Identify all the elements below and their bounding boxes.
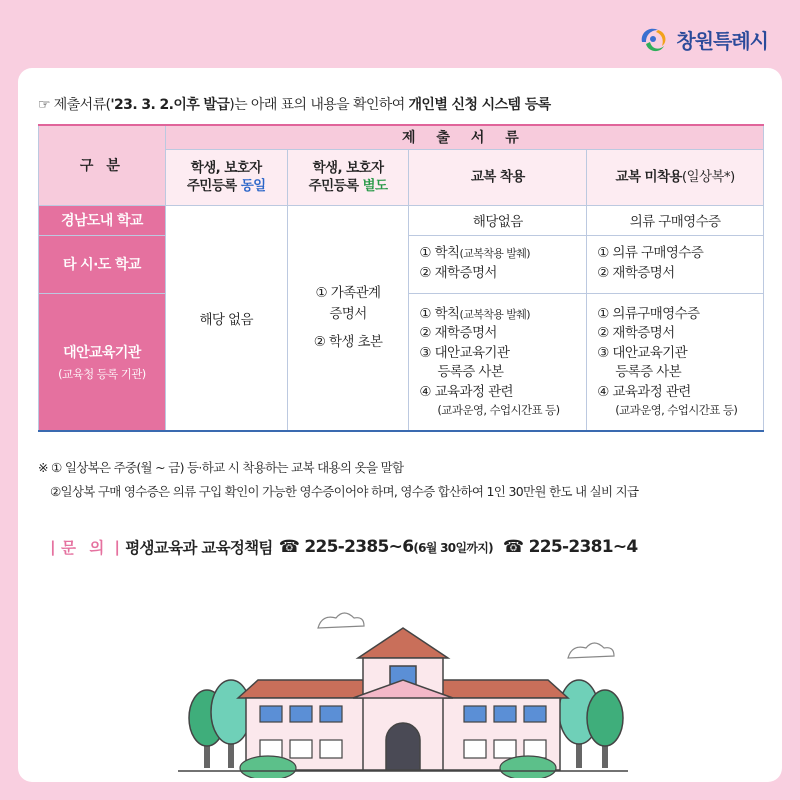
col-diff-address: [287, 149, 409, 205]
content-card: [18, 68, 782, 782]
contact-team: 평생교육과 교육정책팀: [125, 539, 273, 557]
r1-no-uniform: 의류 구매영수증: [587, 205, 764, 235]
gubun-header: 구 분: [39, 125, 166, 205]
brand-logo: [636, 22, 768, 56]
intro-emphasis: 개인별 신청 시스템 등록: [408, 97, 551, 113]
col1-value: 해당 없음: [165, 205, 287, 431]
col-uniform: 교복 착용: [409, 149, 587, 205]
note-2: ②일상복 구매 영수증은 의류 구입 확인이 가능한 영수증이어야 하며, 영수증 합산하여 1인 30만원 한도 내 실비 지급: [50, 483, 639, 499]
document-table: [38, 124, 764, 432]
r3c3-i3: ③ 대안교육기관: [419, 344, 510, 361]
r3c3-i2: ② 재학증명서: [419, 325, 497, 342]
submit-docs-header: 제 출 서 류: [165, 125, 763, 149]
col-same-address: [165, 149, 287, 205]
r3c4-i3b: 등록증 사본: [615, 364, 682, 381]
r2c4-i2: ② 재학증명서: [597, 265, 675, 281]
col2-v3: ② 학생 초본: [313, 333, 383, 350]
r3c3-i3b: 등록증 사본: [437, 364, 504, 381]
intro-text: [38, 94, 551, 114]
divider-right: |: [114, 538, 120, 556]
r3-uniform: [409, 293, 587, 431]
r3-no-uniform: [587, 293, 764, 431]
r3c3-i1s: (교복착용 발췌): [459, 307, 530, 321]
r2-uniform: [409, 235, 587, 293]
row-label-other-province: 타 시·도 학교: [39, 235, 166, 293]
r2c3-i1s: (교복착용 발췌): [459, 247, 530, 261]
intro-middle: )는 아래 표의 내용을 확인하여: [229, 97, 409, 113]
footnotes: [38, 456, 638, 504]
row-label-gyeongnam: 경남도내 학교: [39, 205, 166, 235]
col2-value: [287, 205, 409, 431]
brand-name: 창원특례시: [676, 28, 768, 53]
col2-v1: ① 가족관계: [315, 285, 381, 302]
col4-main: 교복 미착용: [615, 168, 682, 185]
col4-sub: (일상복*): [681, 168, 735, 185]
intro-prefix: ☞ 제출서류(: [38, 97, 111, 113]
col-no-uniform: [587, 149, 764, 205]
r3c4-i4b: (교과운영, 수업시간표 등): [615, 403, 738, 418]
r2-no-uniform: [587, 235, 764, 293]
r2c3-i1: ① 학칙: [419, 245, 460, 262]
r3c3-i4b: (교과운영, 수업시간표 등): [437, 403, 560, 418]
r3c3-i4: ④ 교육과정 관련: [419, 383, 513, 400]
contact-until: (6월 30일까지): [413, 540, 493, 555]
col2-line1: 학생, 보호자: [312, 159, 384, 176]
intro-date: '23. 3. 2.이후 발급: [110, 97, 230, 113]
note-1: ※ ① 일상복은 주중(월 ~ 금) 등·하교 시 착용하는 교복 대용의 옷을 말함: [38, 460, 404, 475]
contact-phone-2: ☎ 225-2381~4: [502, 537, 638, 557]
contact-phone-1: ☎ 225-2385~6: [278, 537, 414, 557]
r2c4-i1: ① 의류 구매영수증: [597, 245, 704, 262]
school-building-illustration: [168, 588, 638, 778]
divider-left: |: [50, 538, 55, 556]
col2-v2: 증명서: [329, 305, 367, 322]
r3c4-i2: ② 재학증명서: [597, 325, 675, 342]
col1-line1: 학생, 보호자: [190, 159, 262, 176]
r3c4-i1: ① 의류구매영수증: [597, 305, 700, 322]
r2c3-i2: ② 재학증명서: [419, 265, 497, 281]
col1-em: 동일: [240, 178, 266, 194]
r3c3-i1: ① 학칙: [419, 305, 460, 322]
col1-line2: 주민등록: [186, 178, 241, 194]
contact-label: 문 의: [60, 539, 109, 557]
alt-sublabel: (교육청 등록 기관): [58, 366, 146, 381]
r1-uniform: 해당없음: [409, 205, 587, 235]
r3c4-i3: ③ 대안교육기관: [597, 344, 688, 361]
alt-label: 대안교육기관: [63, 344, 141, 361]
col2-em: 별도: [362, 178, 388, 194]
r3c4-i4: ④ 교육과정 관련: [597, 383, 691, 400]
row-label-alternative: [39, 293, 166, 431]
contact-line: [44, 536, 638, 558]
changwon-logo-icon: [636, 22, 670, 56]
col2-line2: 주민등록: [308, 178, 363, 194]
